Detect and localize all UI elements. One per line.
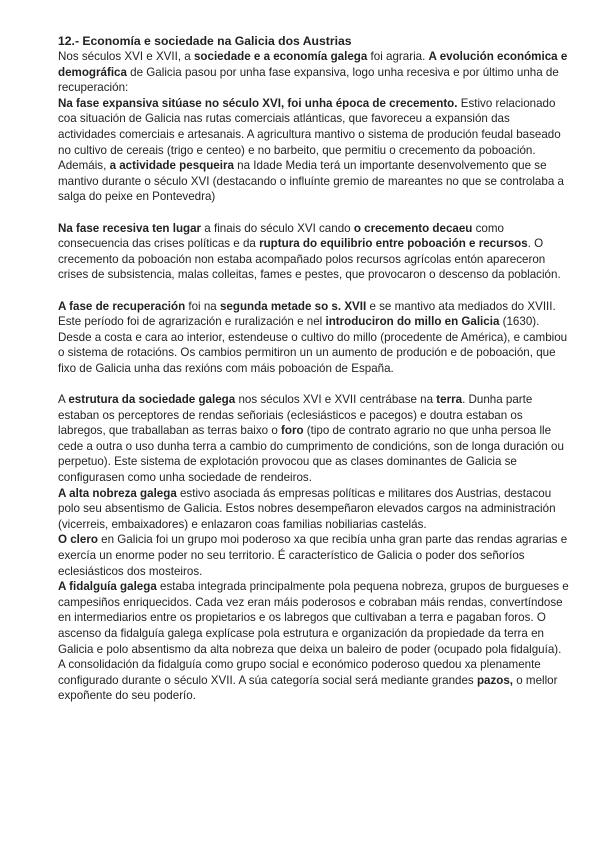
- bold-text-run: Na fase recesiva ten lugar: [58, 221, 202, 235]
- paragraph-estrutura-sociedade: [58, 392, 570, 486]
- paragraph-fase-recesiva: [58, 221, 570, 283]
- text-run: Nos séculos XVI e XVII, a: [58, 50, 194, 63]
- bold-text-run: segunda metade so s. XVII: [219, 299, 367, 313]
- bold-text-run: introduciron do millo en Galicia: [325, 315, 500, 329]
- bold-text-run: ruptura do equilibrio entre poboación e recursos: [259, 237, 528, 251]
- text-run: Estivo relacionado coa situación de Galicia nas rutas comerciais atlánticas, que favoreceu a expansión das actividades comerciais e artesanais. A agricultura mantivo o sistema de produción feudal baseado no cultivo de cereais (trigo e centeo) e no barbeito, que permitiu o crecemento da poboación. Ademáis,: [58, 96, 561, 173]
- bold-text-run: A fase de recuperación: [58, 299, 186, 313]
- bold-text-run: estrutura da sociedade galega: [68, 393, 236, 407]
- paragraph-alta-nobreza: [58, 486, 570, 533]
- paragraph-fidalguia: [58, 579, 570, 704]
- text-run: e se mantivo ata mediados do XVIII. Este período foi de agrarización e ruralización e nel: [58, 299, 556, 329]
- paragraph-fase-recuperacion: [58, 299, 570, 377]
- bold-text-run: terra: [436, 393, 463, 407]
- paragraph-intro: [58, 49, 570, 96]
- bold-text-run: pazos,: [476, 673, 514, 687]
- text-run: en Galicia foi un grupo moi poderoso xa que recibía unha gran parte das rendas agrarias e exercía un enorme poder no seu territorio. É característico de Galicia o poder dos señoríos eclesiásticos dos mosteiros.: [58, 533, 568, 578]
- text-run: foi na: [185, 299, 220, 313]
- text-run: de Galicia pasou por unha fase expansiva, logo unha recesiva e por último unha de recuperación:: [58, 65, 559, 95]
- text-run: . Dunha parte estaban os perceptores de rendas señoriais (eclesiásticos e pacegos) e doutra estaban os labregos, que traballaban as terras baixo o: [58, 393, 533, 438]
- text-run: . O crecemento da poboación non estaba acompañado polos recursos agrícolas entón apareceron crises de subsistencia, malas colleitas, fames e pestes, que provocaron o descenso da población.: [58, 237, 561, 282]
- bold-text-run: A alta nobreza galega: [58, 486, 177, 500]
- document-title: 12.- Economía e sociedade na Galicia dos Austrias: [58, 34, 352, 48]
- text-run: (tipo de contrato agrario no que unha persoa lle cede a outra o uso dunha terra a cambio do cumprimento de condicións, son de longa duración ou perpetuo). Este sistema de explotación provocou que as clases dominantes de Galicia se configurasen como unha sociedade de rendeiros.: [58, 424, 564, 485]
- bold-text-run: a actividade pesqueira: [109, 159, 234, 173]
- bold-text-run: foro: [281, 424, 304, 438]
- text-run: foi agraria.: [367, 50, 429, 63]
- bold-text-run: sociedade e a economía galega: [193, 50, 368, 63]
- bold-text-run: A fidalguía galega: [58, 580, 157, 594]
- text-run: estaba integrada principalmente pola pequena nobreza, grupos de burgueses e campesiños enriquecidos. Cada vez eran máis poderosos e cobraban máis rendas, convertíndose en intermediarios entre os propietarios e os labregos que cultivaban a terra e pagaban foros. O ascenso da fidalguía galega explícase pola estrutura e organización da propiedade da terra en Galicia e polo absentismo da alta nobreza que deixa un baleiro de poder (ocupado pola fidalguía). A consolidación da fidalguía como grupo social e económico poderoso quedou xa plenamente configurado durante o século XVII. A súa categoría social será mediante grandes: [58, 580, 569, 687]
- paragraph-gap: [58, 205, 570, 221]
- text-run: nos séculos XVI e XVII centrábase na: [235, 393, 437, 407]
- bold-text-run: O clero: [58, 533, 98, 547]
- bold-text-run: Na fase expansiva sitúase no século XVI, foi unha época de crecemento.: [58, 96, 458, 110]
- text-run: o mellor expoñente do seu poderío.: [58, 673, 558, 703]
- text-run: A: [58, 393, 69, 407]
- text-run: estivo asociada ás empresas políticas e militares dos Austrias, destacou polo seu absentismo de Galicia. Estos nobres desempeñaron elevados cargos na administración (vicerreis, embaixadores) e enlazaron coas familias nobiliarias castelás.: [58, 486, 556, 531]
- paragraph-fase-expansiva: [58, 96, 570, 205]
- paragraph-clero: [58, 532, 570, 579]
- paragraph-gap: [58, 283, 570, 299]
- text-run: a finais do século XVI cando: [201, 221, 354, 235]
- text-run: como consecuencia das crises políticas e da: [58, 221, 504, 251]
- bold-text-run: A evolución económica e demográfica: [58, 50, 568, 79]
- bold-text-run: o crecemento decaeu: [353, 221, 473, 235]
- text-run: (1630). Desde a costa e cara ao interior, estendeuse o cultivo do millo (procedente de América), e cambiou o sistema de rotacións. Os cambios permitiron un un aumento de produción e de poboación, que fixo de Galicia unha das rexións com máis poboación de España.: [58, 315, 568, 375]
- text-run: na Idade Media terá un importante desenvolvemento que se mantivo durante o século XVI (destacando o influínte gremio de mareantes no que se controlaba a salga do peixe en Pontevedra): [58, 159, 564, 204]
- paragraph-gap: [58, 376, 570, 392]
